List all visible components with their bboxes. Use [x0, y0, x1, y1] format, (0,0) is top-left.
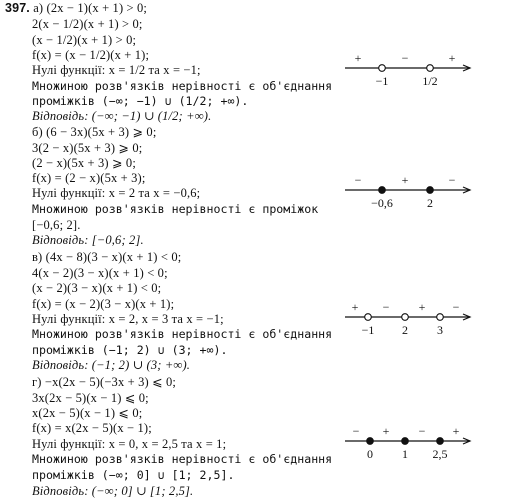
number-line-a-sign: + — [448, 51, 456, 65]
number-line-c-sign: + — [351, 300, 359, 314]
number-line-a-sign: − — [401, 51, 409, 65]
part-a-line-1: 397. а) (2x − 1)(x + 1) > 0; — [5, 1, 148, 15]
number-line-d-point-label: 2,5 — [432, 447, 448, 461]
part-d-line-1: г) −x(2x − 5)(−3x + 3) ⩽ 0; — [32, 375, 177, 389]
number-line-c-point-label: 3 — [437, 323, 443, 337]
part-b-line-7: [−0,6; 2]. — [32, 218, 81, 232]
number-line-c-sign: − — [452, 300, 460, 314]
number-line-a-sign: + — [354, 51, 362, 65]
part-c-line-7: проміжків (−1; 2) ∪ (3; +∞). — [32, 343, 228, 357]
part-d-line-3: x(2x − 5)(x − 1) ⩽ 0; — [32, 406, 143, 420]
part-c-line-2: 4(x − 2)(3 − x)(x + 1) < 0; — [32, 266, 168, 280]
number-line-d-point — [402, 438, 409, 445]
number-line-c-point-label: −1 — [361, 323, 375, 337]
part-a-line-3: (x − 1/2)(x + 1) > 0; — [32, 33, 137, 47]
number-line-a-point-label: 1/2 — [422, 74, 438, 88]
part-d-line-5: Нулі функції: x = 0, x = 2,5 та x = 1; — [32, 437, 227, 451]
number-line-b-point-label: −0,6 — [371, 196, 393, 210]
part-b-line-4: f(x) = (2 − x)(5x + 3); — [32, 171, 146, 185]
part-b-line-2: 3(2 − x)(5x + 3) ⩾ 0; — [32, 141, 143, 155]
number-line-d-sign: + — [452, 424, 460, 438]
part-d-line-6: Множиною розв'язків нерівності є об'єднання — [32, 452, 333, 466]
number-line-d-sign: + — [382, 424, 390, 438]
part-c-line-3: (x − 2)(3 − x)(x + 1) < 0; — [32, 281, 162, 295]
part-b-line-3: (2 − x)(5x + 3) ⩾ 0; — [32, 156, 136, 170]
number-line-c-point-label: 2 — [402, 323, 408, 337]
number-line-b-sign: − — [354, 173, 362, 187]
part-c-line-5: Нулі функції: x = 2, x = 3 та x = −1; — [32, 312, 224, 326]
number-line-d-sign: − — [352, 424, 360, 438]
number-line-c-sign: − — [382, 300, 390, 314]
part-b-line-5: Нулі функції: x = 2 та x = −0,6; — [32, 186, 201, 200]
number-line-d-point — [437, 438, 444, 445]
part-d-answer: Відповідь: (−∞; 0] ∪ [1; 2,5]. — [32, 484, 194, 498]
part-a-line-6: Множиною розв'язків нерівності є об'єднання — [32, 79, 333, 93]
part-b-line-6: Множиною розв'язків нерівності є проміжок — [32, 202, 319, 216]
part-b-line-1: б) (6 − 3x)(5x + 3) ⩾ 0; — [32, 125, 157, 139]
number-line-b-sign: + — [401, 173, 409, 187]
part-a-line-5: Нулі функції: x = 1/2 та x = −1; — [32, 63, 201, 77]
part-d-line-7: проміжків (−∞; 0] ∪ [1; 2,5]. — [32, 468, 235, 482]
part-c-line-1: в) (4x − 8)(3 − x)(x + 1) < 0; — [32, 250, 182, 264]
part-c-line-6: Множиною розв'язків нерівності є об'єднання — [32, 327, 333, 341]
number-line-a-point-label: −1 — [375, 74, 389, 88]
part-a-line-2: 2(x − 1/2)(x + 1) > 0; — [32, 17, 143, 31]
number-line-b-sign: − — [448, 173, 456, 187]
number-line-d-point-label: 0 — [367, 447, 373, 461]
number-line-d-point-label: 1 — [402, 447, 408, 461]
part-a-line-4: f(x) = (x − 1/2)(x + 1); — [32, 48, 150, 62]
problem-number: 397. — [5, 1, 30, 15]
part-b-answer: Відповідь: [−0,6; 2]. — [32, 233, 144, 247]
part-d-line-2: 3x(2x − 5)(x − 1) ⩽ 0; — [32, 391, 149, 405]
number-line-c-sign: + — [418, 300, 426, 314]
part-c-line-4: f(x) = (x − 2)(3 − x)(x + 1); — [32, 297, 175, 311]
part-c-answer: Відповідь: (−1; 2) ∪ (3; +∞). — [32, 358, 191, 372]
number-line-b-point-label: 2 — [427, 196, 433, 210]
part-a-line-7: проміжків (−∞; −1) ∪ (1/2; +∞). — [32, 94, 249, 108]
part-d-line-4: f(x) = x(2x − 5)(x − 1); — [32, 421, 152, 435]
number-line-d-sign: − — [418, 424, 426, 438]
part-a-answer: Відповідь: (−∞; −1) ∪ (1/2; +∞). — [32, 109, 212, 123]
number-line-d-point — [367, 438, 374, 445]
